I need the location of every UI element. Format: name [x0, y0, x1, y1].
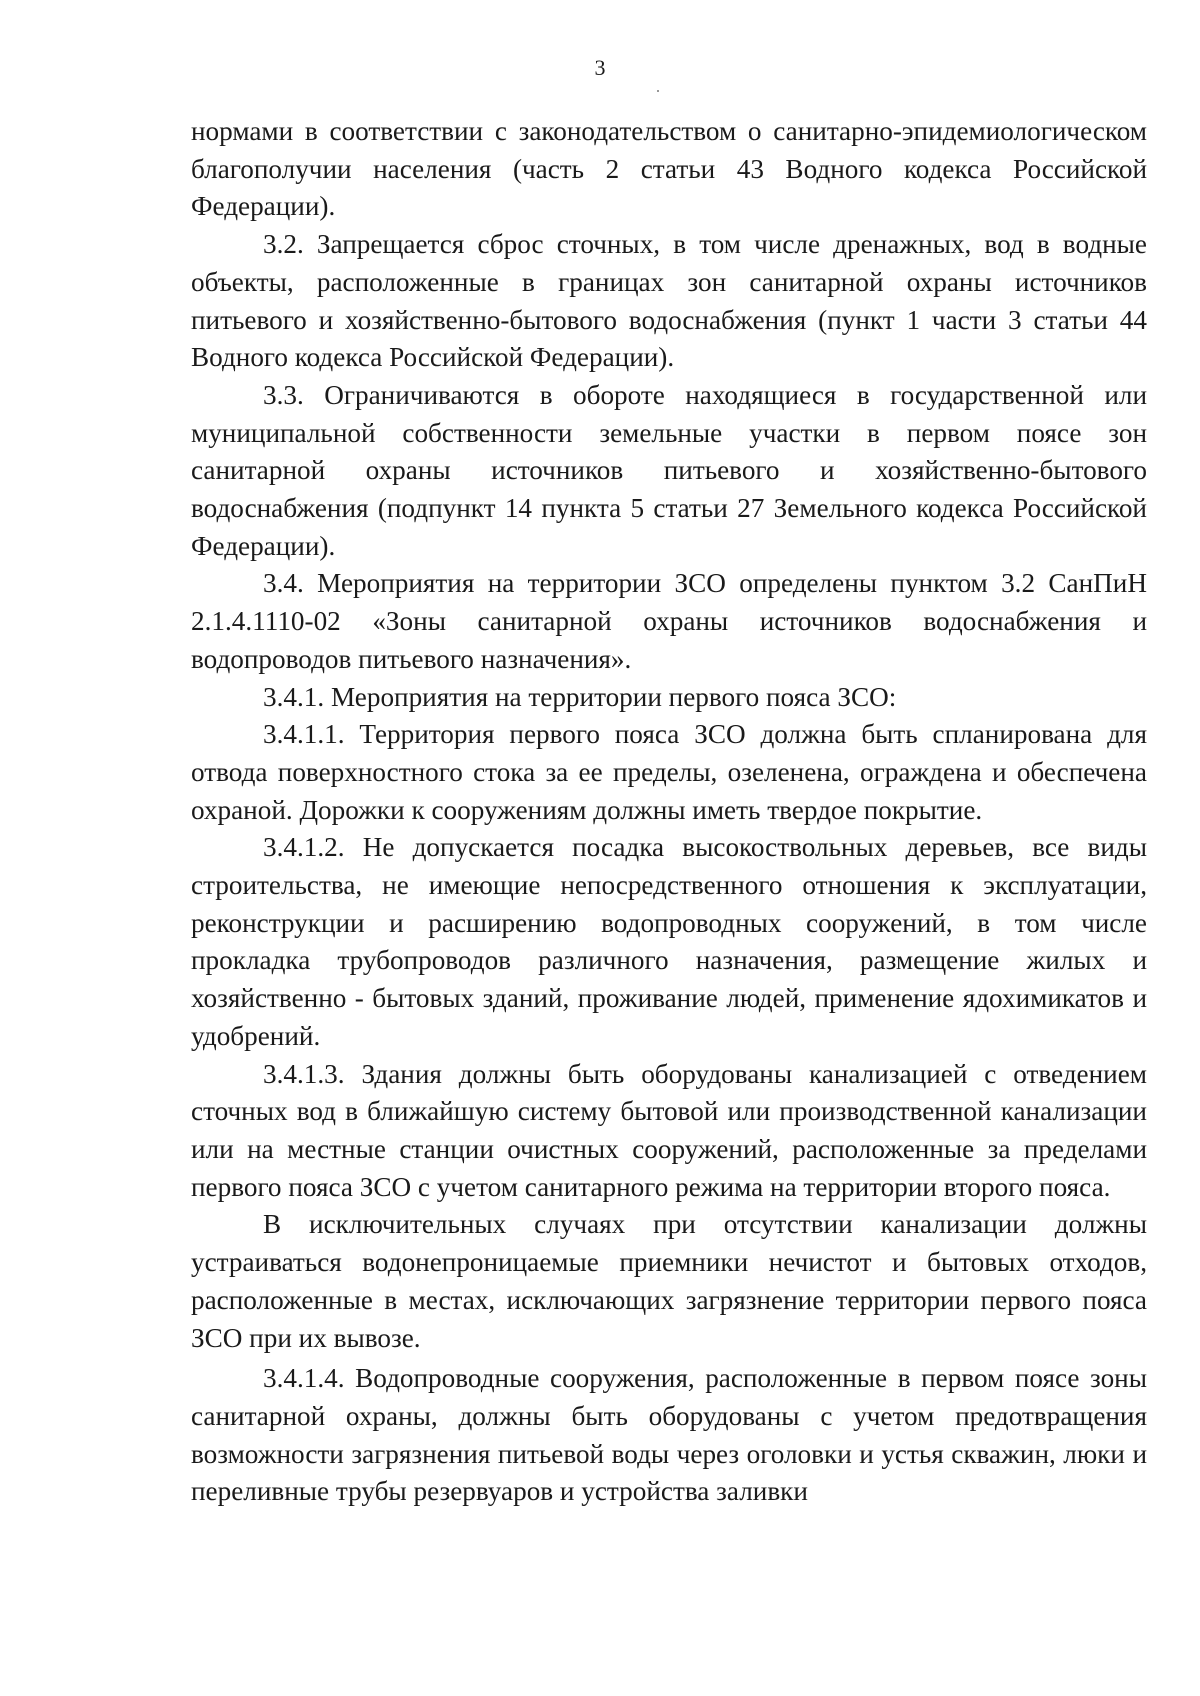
paragraph-exceptional-cases: В исключительных случаях при отсутствии канализации должны устраиваться водонепроницаемые приемники нечистот и бытовых отходов, расположенные в местах, исключающих загрязнение территории первого пояса ЗСО при их вывозе.: [191, 1209, 1147, 1353]
paragraph-3-4-1-2: 3.4.1.2. Не допускается посадка высокоствольных деревьев, все виды строительства, не имеющие непосредственного отношения к эксплуатации, реконструкции и расширению водопроводных сооружений, в том числе прокладка трубопроводов различного назначения, размещение жилых и хозяйственно - бытовых зданий, проживание людей, применение ядохимикатов и удобрений.: [191, 832, 1147, 1051]
paragraph-3-3: 3.3. Ограничиваются в обороте находящиеся в государственной или муниципальной собственности земельные участки в первом поясе зон санитарной охраны источников питьевого и хозяйственно-бытового водоснабжения (подпункт 14 пункта 5 статьи 27 Земельного кодекса Российской Федерации).: [191, 379, 1147, 561]
paragraph-3-4-1-1: 3.4.1.1. Территория первого пояса ЗСО должна быть спланирована для отвода поверхностного стока за ее пределы, озеленена, ограждена и обеспечена охраной. Дорожки к сооружениям должны иметь твердое покрытие.: [191, 719, 1147, 825]
paragraph-3-4-1: 3.4.1. Мероприятия на территории первого пояса ЗСО:: [263, 681, 897, 712]
paragraph-3-4: 3.4. Мероприятия на территории ЗСО определены пунктом 3.2 СанПиН 2.1.4.1110-02 «Зоны санитарной охраны источников водоснабжения и водопроводов питьевого назначения».: [191, 568, 1147, 674]
paragraph-3-4-1-4: 3.4.1.4. Водопроводные сооружения, расположенные в первом поясе зоны санитарной охраны, должны быть оборудованы с учетом предотвращения возможности загрязнения питьевой воды через оголовки и устья скважин, люки и переливные трубы резервуаров и устройства заливки: [191, 1363, 1147, 1507]
document-body: [191, 113, 1147, 1511]
scan-dot: [657, 90, 659, 92]
paragraph-continuation: нормами в соответствии с законодательством о санитарно-эпидемиологическом благополучии населения (часть 2 статьи 43 Водного кодекса Российской Федерации).: [191, 116, 1147, 222]
page-number: 3: [594, 55, 606, 80]
paragraph-3-2: 3.2. Запрещается сброс сточных, в том числе дренажных, вод в водные объекты, расположенные в границах зон санитарной охраны источников питьевого и хозяйственно-бытового водоснабжения (пункт 1 части 3 статьи 44 Водного кодекса Российской Федерации).: [191, 229, 1147, 373]
paragraph-3-4-1-3: 3.4.1.3. Здания должны быть оборудованы канализацией с отведением сточных вод в ближайшую систему бытовой или производственной канализации или на местные станции очистных сооружений, расположенные за пределами первого пояса ЗСО с учетом санитарного режима на территории второго пояса.: [191, 1058, 1147, 1202]
